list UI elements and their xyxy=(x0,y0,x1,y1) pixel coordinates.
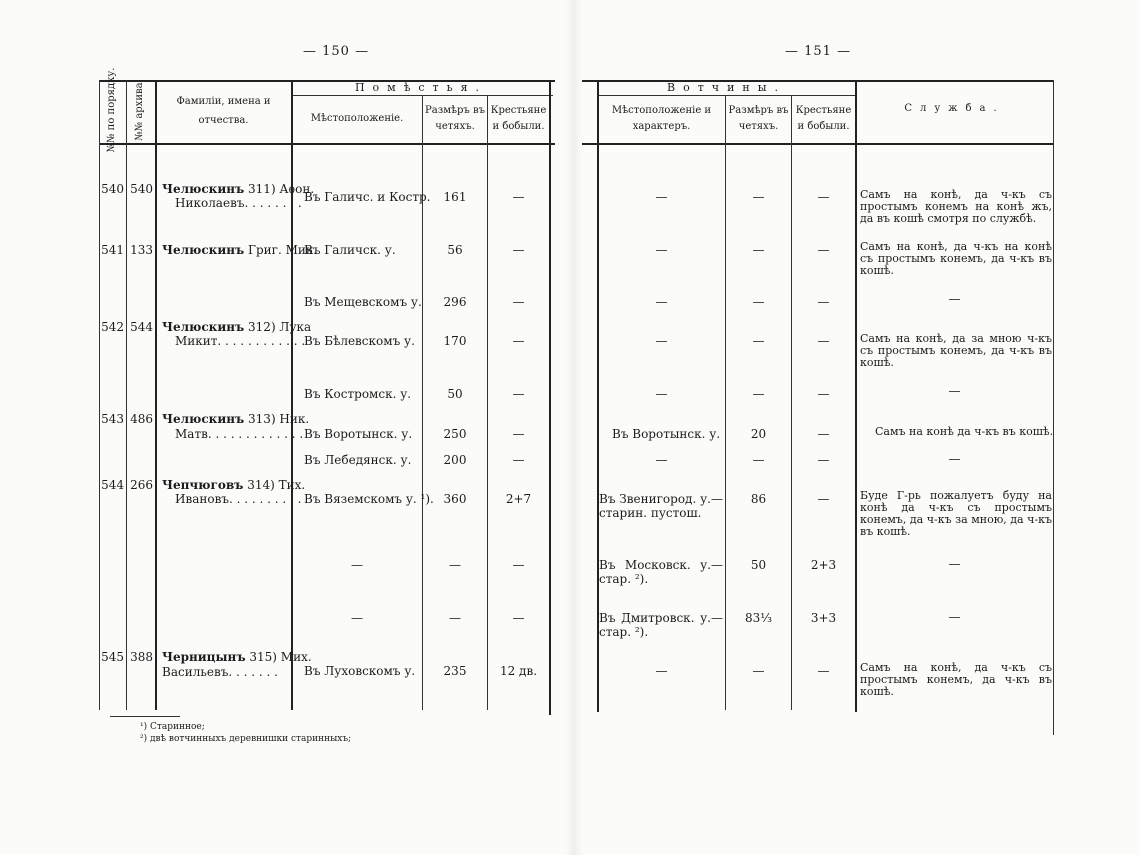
row-vloc: — xyxy=(655,387,668,401)
row-size: — xyxy=(449,558,461,572)
row-vpeas: — xyxy=(817,243,830,257)
row-name-line2: Ивановъ. . . . . . . . . . xyxy=(175,492,302,506)
page-number-left: — 150 — xyxy=(303,44,370,59)
row-location: Въ Вяземскомъ у. ¹). xyxy=(304,492,434,506)
row-peasants: — xyxy=(512,295,525,309)
row-service: Самъ на конѣ да ч-къ въ кошѣ. xyxy=(875,425,1054,438)
row-no: 544 xyxy=(101,478,124,492)
row-arch: 486 xyxy=(130,412,153,426)
header-votchiny: Вотчины. xyxy=(667,81,786,94)
row-peasants: 2+7 xyxy=(505,492,532,506)
pomestya-underline xyxy=(293,95,553,96)
row-no: 543 xyxy=(101,412,124,426)
row-size: 200 xyxy=(443,453,467,467)
row-vpeas: — xyxy=(817,427,830,441)
right-header-rule xyxy=(582,143,1054,145)
footnote-1: ¹) Старинное; xyxy=(140,722,205,732)
row-arch: 544 xyxy=(130,320,153,334)
row-service: — xyxy=(948,557,961,571)
header-vsize-2: четяхъ. xyxy=(738,121,779,132)
header-service: Служба. xyxy=(904,103,1005,114)
row-vsize: — xyxy=(752,664,765,678)
row-vsize: 20 xyxy=(750,427,767,441)
footnote-rule xyxy=(110,716,180,717)
row-vsize: — xyxy=(752,387,765,401)
row-size: 50 xyxy=(447,387,463,401)
row-service: Буде Г-рь пожалуетъ буду на конѣ да ч-къ съ простымъ конемъ, да ч-къ за мною, да ч-къ въ кошѣ. xyxy=(860,489,1052,538)
header-pomestya: Помѣстья. xyxy=(354,81,488,94)
row-no: 542 xyxy=(101,320,124,334)
row-vloc: — xyxy=(655,243,668,257)
row-size: 235 xyxy=(443,664,467,678)
left-col-border xyxy=(549,80,551,715)
row-location: Въ Лебедянск. у. xyxy=(304,453,412,467)
header-location: Мѣстоположеніе. xyxy=(310,113,404,124)
row-name-line2: Микит. . . . . . . . . . . . xyxy=(175,334,306,348)
row-vpeas: — xyxy=(817,334,830,348)
row-location: Въ Воротынск. у. xyxy=(304,427,413,441)
row-peasants: — xyxy=(512,387,525,401)
row-service: Самъ на конѣ, да ч-къ съ простымъ конемъ, да ч-къ въ кошѣ. xyxy=(860,661,1052,698)
row-name: Челюскинъ Григ. Мик. xyxy=(162,243,318,257)
header-vloc-1: Мѣстоположеніе и xyxy=(611,105,712,116)
row-vloc: — xyxy=(655,334,668,348)
row-service: Самъ на конѣ, да за мною ч-къ съ простымъ конемъ, да ч-къ въ кошѣ. xyxy=(860,332,1052,369)
row-vpeas: — xyxy=(817,664,830,678)
header-names-2: отчества. xyxy=(198,115,249,126)
row-peasants: — xyxy=(512,190,525,204)
row-arch: 266 xyxy=(130,478,153,492)
header-names: Фамиліи, имена и xyxy=(176,96,271,107)
row-service: Самъ на конѣ, да ч-къ съ простымъ конемъ на конѣ жъ, да въ кошѣ смотря по службѣ. xyxy=(860,188,1052,225)
row-service: — xyxy=(948,384,961,398)
row-no: 540 xyxy=(101,182,124,196)
row-vpeas: — xyxy=(817,387,830,401)
row-peasants: — xyxy=(512,558,525,572)
header-vsize-1: Размѣръ въ xyxy=(728,105,789,116)
row-vpeas: — xyxy=(817,295,830,309)
row-service: — xyxy=(948,452,961,466)
row-size: 360 xyxy=(443,492,467,506)
row-location: Въ Галичс. и Костр. xyxy=(304,190,431,204)
row-vpeas: 3+3 xyxy=(810,611,837,625)
row-peasants: — xyxy=(512,453,525,467)
row-vloc: — xyxy=(655,295,668,309)
row-arch: 540 xyxy=(130,182,153,196)
row-name: Черницынъ 315) Мих. xyxy=(162,650,312,664)
row-service: Самъ на конѣ, да ч-къ на конѣ съ простымъ конемъ, да ч-къ въ кошѣ. xyxy=(860,240,1052,277)
left-col-border xyxy=(99,80,100,710)
row-vsize: — xyxy=(752,334,765,348)
header-vpeas-2: и бобыли. xyxy=(797,121,850,132)
row-vloc: Въ Воротынск. у. xyxy=(612,427,721,441)
row-peasants: — xyxy=(512,611,525,625)
row-vpeas: 2+3 xyxy=(810,558,837,572)
row-location: — xyxy=(351,611,363,625)
row-vsize: 83⅓ xyxy=(745,611,772,625)
row-vloc: Въ Звенигород. у.— старин. пустош. xyxy=(599,492,723,520)
row-location: Въ Бѣлевскомъ у. xyxy=(304,334,415,348)
row-vsize: 86 xyxy=(750,492,767,506)
row-name-line2: Николаевъ. . . . . . . . xyxy=(175,196,302,210)
row-size: 296 xyxy=(443,295,467,309)
row-location: Въ Костромск. у. xyxy=(304,387,412,401)
row-location: — xyxy=(351,558,363,572)
row-vpeas: — xyxy=(817,190,830,204)
left-col-border xyxy=(126,80,127,710)
header-peasants-1: Крестьяне xyxy=(490,105,547,116)
row-arch: 133 xyxy=(130,243,153,257)
left-col-border xyxy=(155,80,157,710)
row-peasants: — xyxy=(512,427,525,441)
row-vsize: — xyxy=(752,190,765,204)
footnote-2: ²) двѣ вотчинныхъ деревнишки старинныхъ; xyxy=(140,734,352,744)
row-peasants: 12 дв. xyxy=(499,664,538,678)
row-name: Челюскинъ 311) Аѳон. xyxy=(162,182,315,196)
row-vsize: — xyxy=(752,295,765,309)
row-arch: 388 xyxy=(130,650,153,664)
header-size-1: Размѣръ въ xyxy=(425,105,485,116)
row-vsize: — xyxy=(752,243,765,257)
row-size: — xyxy=(449,611,461,625)
header-vloc-2: характеръ. xyxy=(632,121,691,132)
row-name: Чепчюговъ 314) Тих. xyxy=(162,478,306,492)
row-vsize: 50 xyxy=(750,558,767,572)
header-peasants-2: и бобыли. xyxy=(492,121,545,132)
header-no-archive: №№ архива. xyxy=(134,79,145,141)
row-size: 56 xyxy=(447,243,463,257)
book-gutter xyxy=(566,0,582,855)
row-name: Челюскинъ 312) Лука xyxy=(162,320,312,334)
row-name-line2: Матв. . . . . . . . . . . . . xyxy=(175,427,304,441)
row-size: 250 xyxy=(443,427,467,441)
header-size-2: четяхъ. xyxy=(435,121,475,132)
row-no: 545 xyxy=(101,650,124,664)
header-no-order: №№ по порядку. xyxy=(106,67,117,153)
row-vpeas: — xyxy=(817,492,830,506)
row-size: 170 xyxy=(443,334,467,348)
row-vsize: — xyxy=(752,453,765,467)
row-peasants: — xyxy=(512,243,525,257)
row-service: — xyxy=(948,292,961,306)
row-vloc: — xyxy=(655,664,668,678)
row-vloc: Въ Московск. у.— стар. ²). xyxy=(599,558,723,586)
votchiny-underline xyxy=(597,95,855,96)
row-no: 541 xyxy=(101,243,124,257)
row-size: 161 xyxy=(443,190,467,204)
row-vloc: — xyxy=(655,453,668,467)
row-location: Въ Мещевскомъ у. xyxy=(304,295,422,309)
right-col-border xyxy=(1053,80,1054,735)
page-number-right: — 151 — xyxy=(785,44,852,59)
row-peasants: — xyxy=(512,334,525,348)
row-location: Въ Луховскомъ у. xyxy=(304,664,416,678)
header-vpeas-1: Крестьяне xyxy=(795,105,852,116)
row-vloc: — xyxy=(655,190,668,204)
row-name: Челюскинъ 313) Ник. xyxy=(162,412,310,426)
row-name-line2: Васильевъ. . . . . . . xyxy=(162,665,278,679)
row-vloc: Въ Дмитровск. у.— стар. ²). xyxy=(599,611,723,639)
row-service: — xyxy=(948,610,961,624)
row-vpeas: — xyxy=(817,453,830,467)
row-location: Въ Галичск. у. xyxy=(304,243,396,257)
